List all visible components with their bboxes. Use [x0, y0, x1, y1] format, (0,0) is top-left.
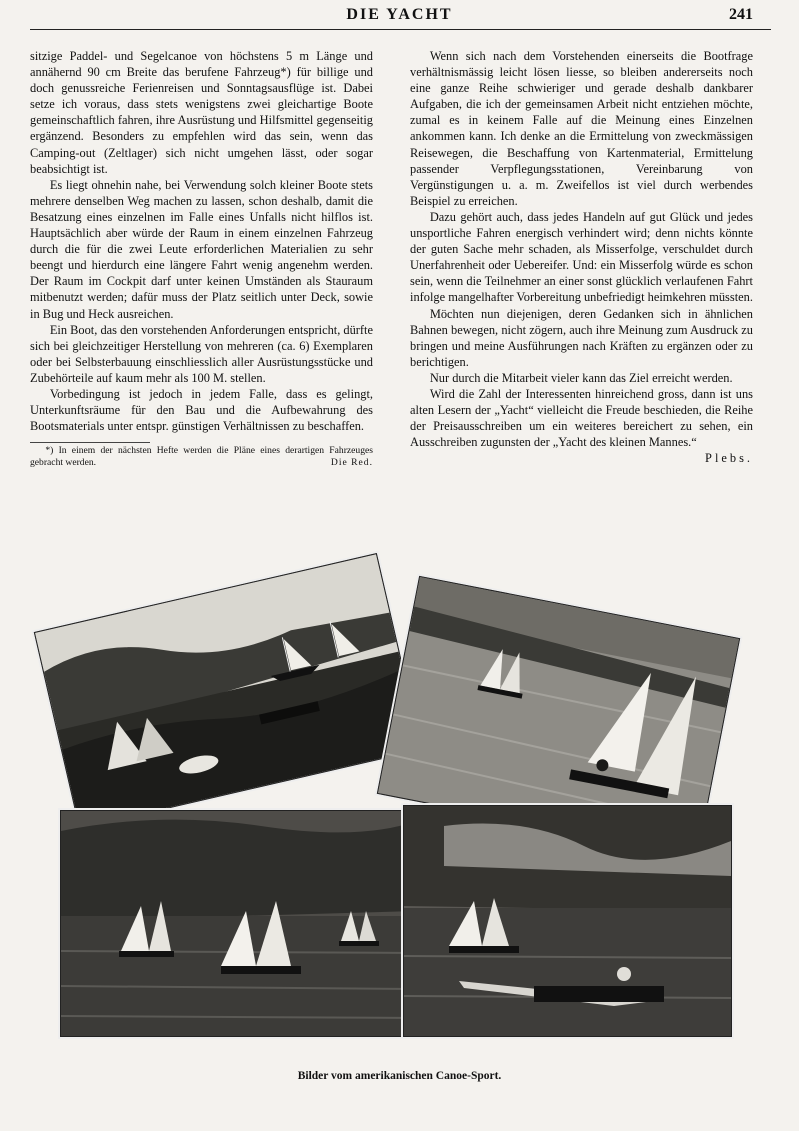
footnote-rule [30, 442, 150, 443]
left-paragraph-1: sitzige Paddel- und Segelcanoe von höchstens 5 m Länge und annähernd 90 cm Breite das berufene Fahrzeug*) für billige und doch genussreiche Ferienreisen und Sonntagsausflüge ist. Dabei setze ich voraus, dass stets wenigstens zwei gleichartige Boote gemeinschaftlich fahren, ihre Ausrüstung und Hilfsmittel gegenseitig ergänzend. Besonders zu empfehlen wird das sein, wenn das Camping-out (Zeltlager) sich nicht umgehen lässt, oder sogar beabsichtigt ist. [30, 49, 373, 176]
photo-sailing-canoes-2 [60, 810, 417, 1037]
right-paragraph-1: Wenn sich nach dem Vorstehenden einerseits die Bootfrage verhältnismässig leicht lösen liesse, so bleiben andererseits noch eine ganze Reihe schwieriger und gerade deshalb dankbarer Aufgaben, die ich der gemeinsamen Arbeit nicht entziehen möchte, zumal es in keinem Falle auf die Meinung eines Einzelnen ankommen kann. Ich denke an die Ermittelung von zweckmässigen Reisewegen, die Beschaffung von Kartenmaterial, Ermittelung passender Verpflegungsstationen, Vereinbarung von Vergünstigungen u. a. m. Zweifellos ist viel durch werbendes Beispiel zu erreichen. [410, 49, 753, 208]
left-paragraph-3: Ein Boot, das den vorstehenden Anforderungen entspricht, dürfte sich bei gleichzeitiger Herstellung von mehreren (ca. 6) Exemplaren oder bei Selbsterbauung einschliesslich aller Ausrüstungsstücke und Zubehörteile auf kaum mehr als 100 M. stellen. [30, 322, 373, 385]
right-paragraph-5-text: Wird die Zahl der Interessenten hinreichend gross, dann ist uns alten Lesern der „Yacht“ vielleicht die Freude beschieden, die Reihe der Preisausschreiben um ein weiteres bereichert zu sehen, ein Ausschreiben zugunsten der „Yacht des kleinen Mannes.“ [410, 386, 753, 450]
footnote [30, 445, 373, 469]
left-column [30, 48, 373, 469]
right-column [410, 48, 753, 466]
right-paragraph-5 [410, 386, 753, 466]
photo-collage [30, 530, 760, 1060]
right-paragraph-3: Möchten nun diejenigen, deren Gedanken sich in ähnlichen Bahnen bewegen, nicht zögern, auch ihre Meinung zum Ausdruck zu bringen und meine Ausführungen nach Kräften zu ergänzen oder zu berichtigen. [410, 306, 753, 369]
left-paragraph-4: Vorbedingung ist jedoch in jedem Falle, dass es gelingt, Unterkunftsräume für den Bau und die Aufbewahrung des Bootsmaterials unter entspr. günstigen Verhältnissen zu beschaffen. [30, 386, 373, 434]
photo-camp-shore [34, 553, 422, 829]
photo-canoes-cliffs [403, 805, 732, 1037]
camp-shore-image [35, 554, 421, 828]
sailing-canoes-image-2 [61, 811, 416, 1036]
right-paragraph-4: Nur durch die Mitarbeit vieler kann das Ziel erreicht werden. [429, 370, 733, 385]
right-paragraph-2: Dazu gehört auch, dass jedes Handeln auf gut Glück und jedes unsportliche Fahren energisch verhindert wird; denn nichts könnte der guten Sache mehr schaden, als Misserfolge, verschuldet durch Unerfahrenheit oder Uebereifer. Und: ein Misserfolg würde es schon sein, wenn die Teilnehmer an einer sonst glücklich verlaufenen Fahrt infolge mangelhafter Vorbereitung unbefriedigt heimkehren müssten. [410, 209, 753, 305]
left-paragraph-2: Es liegt ohnehin nahe, bei Verwendung solch kleiner Boote stets mehrere denselben Weg machen zu lassen, schon deshalb, damit die Besatzung eines einzelnen im Falle eines Unfalls nicht hilflos ist. Hauptsächlich aber würde der Raum in einem einzelnen Fahrzeug durch die für die zwei Leute erforderlichen Materialien zu sehr beengt und hierdurch eine längere Fahrt wenig angenehm werden. Der Raum im Cockpit darf unter keinen Umständen als Stauraum mitbenutzt werden; dafür muss der Platz seitlich unter Deck, sowie in Bug und Heck ausreichen. [30, 177, 373, 321]
running-title: DIE YACHT [346, 6, 453, 23]
footnote-text: *) In einem der nächsten Hefte werden die Pläne eines derartigen Fahrzeuges gebracht werden. [30, 445, 373, 469]
page-header [0, 4, 799, 28]
footnote-signature: Die Red. [330, 457, 373, 469]
author-signature: Plebs. [705, 451, 753, 466]
figure-caption: Bilder vom amerikanischen Canoe-Sport. [297, 1070, 502, 1082]
canoes-cliffs-image [404, 806, 731, 1036]
page-number: 241 [729, 6, 753, 23]
header-rule [30, 29, 771, 30]
